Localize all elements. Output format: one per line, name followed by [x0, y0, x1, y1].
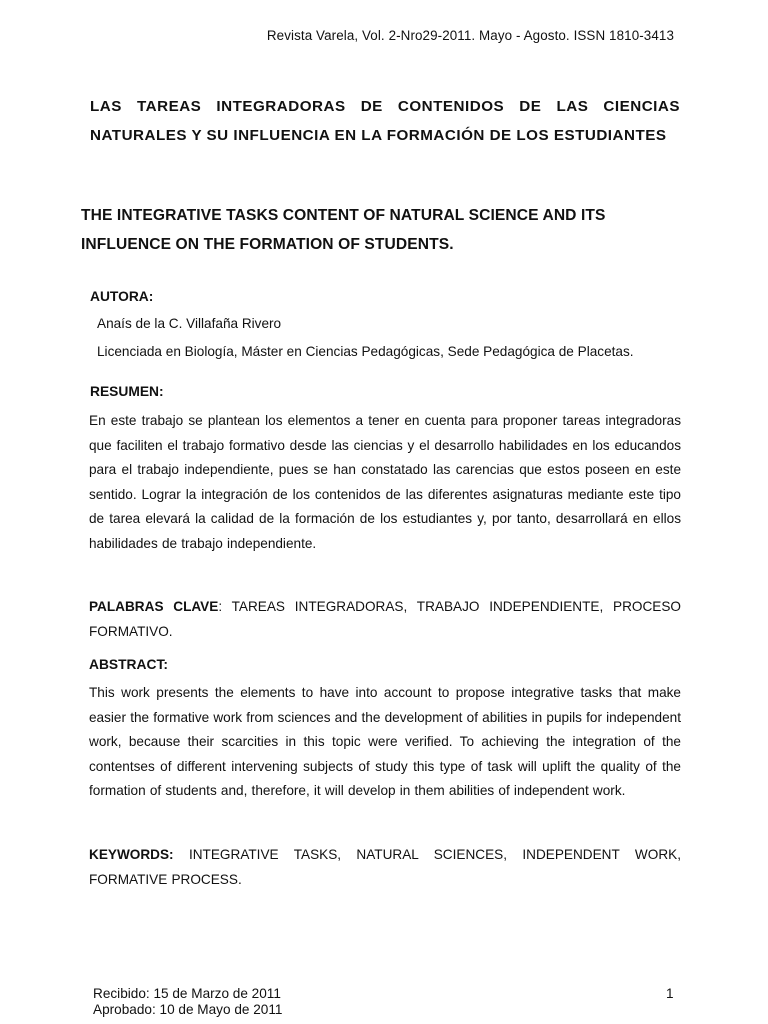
received-date: Recibido: 15 de Marzo de 2011: [93, 986, 281, 1001]
page-number: 1: [666, 986, 674, 1001]
palabras-clave-block: [89, 595, 681, 644]
keywords-label: KEYWORDS:: [89, 847, 174, 862]
author-name: Anaís de la C. Villafaña Rivero: [97, 316, 282, 331]
keywords-block: [89, 843, 681, 892]
abstract-label: ABSTRACT:: [89, 657, 168, 672]
author-affiliation: Licenciada en Biología, Máster en Ciencias Pedagógicas, Sede Pedagógica de Placetas.: [97, 344, 634, 359]
keywords-text: INTEGRATIVE TASKS, NATURAL SCIENCES, INDEPENDENT WORK, FORMATIVE PROCESS.: [89, 847, 681, 887]
approved-date: Aprobado: 10 de Mayo de 2011: [93, 1002, 283, 1017]
title-english-line-2: INFLUENCE ON THE FORMATION OF STUDENTS.: [81, 236, 454, 253]
title-english-line-1: THE INTEGRATIVE TASKS CONTENT OF NATURAL SCIENCE AND ITS: [81, 207, 606, 224]
resumen-label: RESUMEN:: [90, 384, 164, 399]
author-label: AUTORA:: [90, 289, 154, 304]
journal-header: Revista Varela, Vol. 2-Nro29-2011. Mayo - Agosto. ISSN 1810-3413: [266, 28, 674, 43]
footer-dates: [93, 986, 282, 1018]
abstract-text: This work presents the elements to have into account to propose integrative tasks that make easier the formative work from sciences and the development of abilities in pupils for independent work, because their scarcities in this topic were verified. To achieving the integration of the contentses of different intervening subjects of study this type of task will uplift the quality of the formation of students and, therefore, it will develop in them abilities of independent work.: [89, 685, 681, 799]
palabras-clave-text: : TAREAS INTEGRADORAS, TRABAJO INDEPENDIENTE, PROCESO FORMATIVO.: [89, 599, 681, 639]
title-spanish: LAS TAREAS INTEGRADORAS DE CONTENIDOS DE LAS CIENCIAS NATURALES Y SU INFLUENCIA EN LA FORMACIÓN DE LOS ESTUDIANTES: [90, 98, 680, 144]
title-english: [81, 201, 681, 259]
palabras-clave-label: PALABRAS CLAVE: [89, 599, 219, 614]
resumen-text: En este trabajo se plantean los elementos a tener en cuenta para proponer tareas integradoras que faciliten el trabajo formativo desde las ciencias y el desarrollo habilidades en los educandos para el trabajo independiente, pues se han constatado las carencias que estos poseen en este sentido. Lograr la integración de los contenidos de las diferentes asignaturas mediante este tipo de tarea elevará la calidad de la formación de los estudiantes y, por tanto, desarrollará en ellos habilidades de trabajo independiente.: [89, 413, 681, 551]
